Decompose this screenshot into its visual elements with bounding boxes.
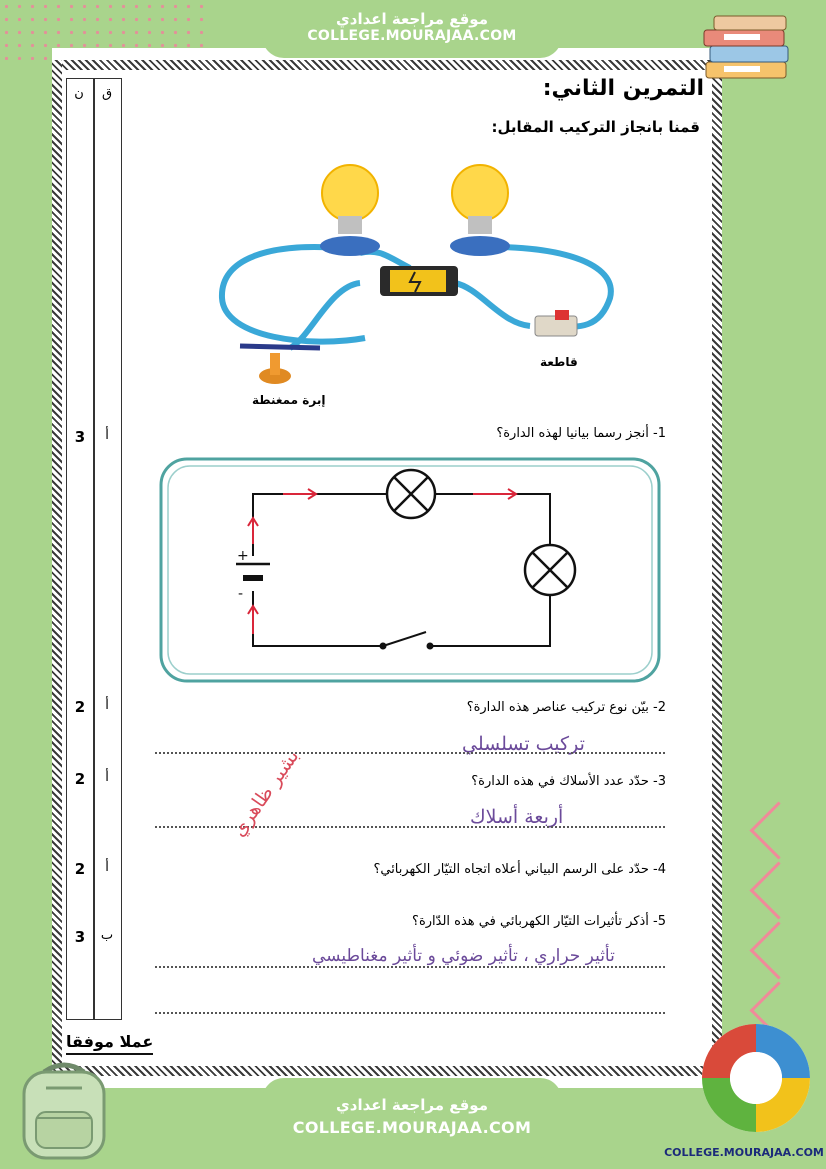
header-banner-url[interactable]: COLLEGE.MOURAJAA.COM <box>307 28 517 44</box>
answer-line-5b <box>155 1012 665 1014</box>
chevron-decoration-3 <box>750 922 808 980</box>
q1-grade: أ <box>105 428 109 443</box>
lamp-symbol-2-icon <box>525 545 575 595</box>
frame-left <box>52 60 62 1076</box>
answer-2: تركيب تسلسلي <box>462 733 585 755</box>
header-q: ق <box>101 86 113 101</box>
question-1: 1- أنجز رسما بيانيا لهذه الدارة؟ <box>496 426 666 441</box>
svg-text:-: - <box>238 586 244 602</box>
chevron-decoration-1 <box>750 802 808 860</box>
teacher-stamp: بشير ظاهري <box>227 745 304 841</box>
footer-banner <box>262 1078 562 1158</box>
switch-contact-right <box>427 643 434 650</box>
q1-score: 3 <box>74 428 86 446</box>
header-n: ن <box>74 86 84 101</box>
answer-line-2 <box>155 752 665 754</box>
q5-score: 3 <box>74 928 86 946</box>
header-banner-arabic: موقع مراجعة اعدادي <box>336 10 488 28</box>
magnetic-needle-icon <box>240 346 320 384</box>
question-5: 5- أذكر تأثيرات التيّار الكهربائي في هذه الدّارة؟ <box>412 914 666 929</box>
switch-label: قاطعة <box>540 355 578 369</box>
svg-text:+: + <box>237 548 249 564</box>
switch-icon <box>535 310 577 336</box>
lamp-symbol-1-icon <box>387 470 435 518</box>
backpack-icon <box>14 1058 114 1164</box>
frame-top <box>52 60 722 70</box>
closing-text: عملا موفقا <box>66 1032 153 1055</box>
header-banner <box>262 0 562 58</box>
answer-5: تأثير حراري ، تأثير ضوئي و تأثير مغناطيسي <box>312 946 615 966</box>
circuit-illustration <box>210 148 630 418</box>
frame-bottom <box>52 1066 722 1076</box>
switch-contact-left <box>380 643 387 650</box>
q4-score: 2 <box>74 860 86 878</box>
lamp-1-icon <box>320 165 380 256</box>
needle-label: إبرة ممغنطة <box>252 393 326 407</box>
site-logo-icon <box>692 1018 820 1138</box>
question-4: 4- حدّد على الرسم البياني أعلاه اتجاه التيّار الكهربائي؟ <box>373 862 666 877</box>
score-column-table <box>66 78 122 1020</box>
q3-grade: أ <box>105 770 109 785</box>
answer-3: أربعة أسلاك <box>470 806 564 828</box>
frame-right <box>712 60 722 1076</box>
footer-banner-arabic: موقع مراجعة اعدادي <box>336 1096 488 1114</box>
chevron-decoration-2 <box>750 862 808 920</box>
circuit-diagram <box>158 456 662 684</box>
lamp-2-icon <box>450 165 510 256</box>
battery-icon <box>380 266 458 296</box>
exercise-title: التمرين الثاني: <box>542 76 704 101</box>
q2-grade: أ <box>105 698 109 713</box>
answer-line-5a <box>155 966 665 968</box>
question-3: 3- حدّد عدد الأسلاك في هذه الدارة؟ <box>471 774 666 789</box>
exercise-intro: قمنا بانجاز التركيب المقابل: <box>491 118 700 136</box>
q4-grade: أ <box>105 860 109 875</box>
q2-score: 2 <box>74 698 86 716</box>
books-icon <box>700 12 800 92</box>
footer-banner-url[interactable]: COLLEGE.MOURAJAA.COM <box>292 1118 532 1137</box>
q3-score: 2 <box>74 770 86 788</box>
q5-grade: ب <box>100 928 114 943</box>
logo-caption[interactable]: COLLEGE.MOURAJAA.COM <box>664 1146 824 1159</box>
question-2: 2- بيّن نوع تركيب عناصر هذه الدارة؟ <box>466 700 666 715</box>
